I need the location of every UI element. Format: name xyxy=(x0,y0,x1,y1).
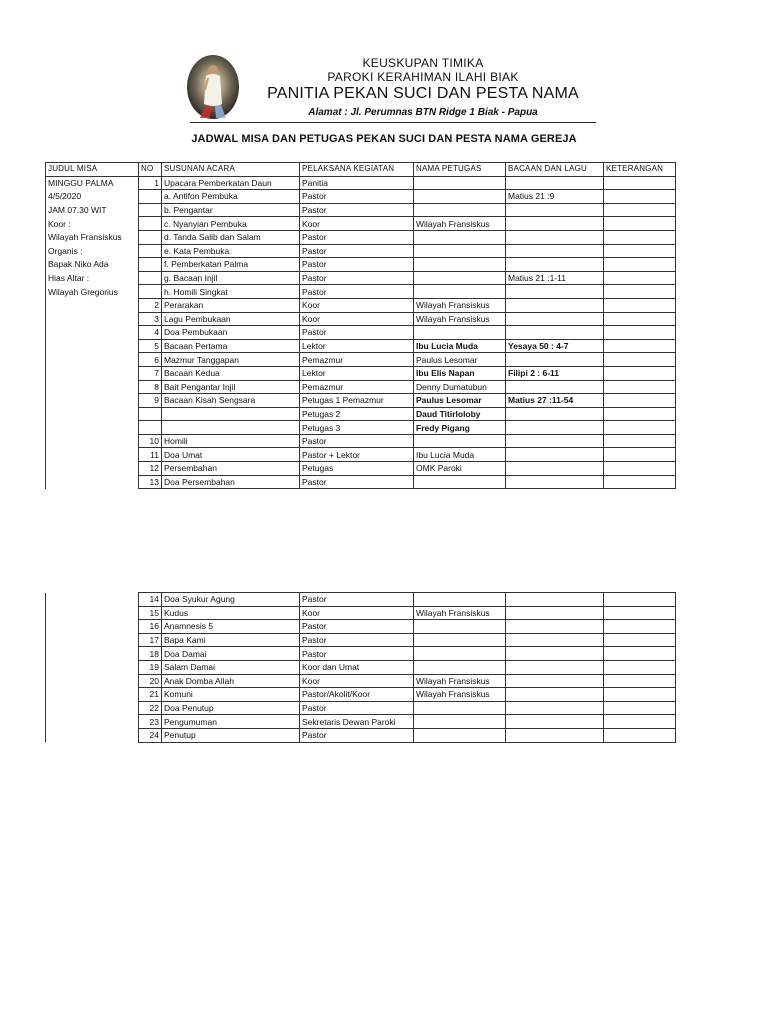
misa-info-cell xyxy=(46,620,139,634)
row-keterangan xyxy=(604,312,676,326)
row-petugas xyxy=(414,203,506,217)
row-petugas xyxy=(414,660,506,674)
row-acara: Pengumuman xyxy=(162,715,300,729)
row-keterangan xyxy=(604,298,676,312)
table-row xyxy=(46,203,676,217)
row-petugas: Daud Titirloloby xyxy=(414,407,506,421)
row-acara: Bacaan Pertama xyxy=(162,339,300,353)
row-bacaan xyxy=(506,244,604,258)
row-pelaksana: Pastor xyxy=(300,244,414,258)
row-number: 14 xyxy=(139,593,162,607)
misa-info-cell: 4/5/2020 xyxy=(46,190,139,204)
table-row xyxy=(46,366,676,380)
row-pelaksana: Pastor xyxy=(300,701,414,715)
table-row xyxy=(46,258,676,272)
misa-info-cell: JAM 07.30 WIT xyxy=(46,203,139,217)
row-acara: e. Kata Pembuka xyxy=(162,244,300,258)
header-keterangan: KETERANGAN xyxy=(604,163,676,177)
table-row xyxy=(46,353,676,367)
row-keterangan xyxy=(604,244,676,258)
table-row xyxy=(46,285,676,299)
row-pelaksana: Koor xyxy=(300,298,414,312)
address: Alamat : Jl. Perumnas BTN Ridge 1 Biak - Papua xyxy=(308,107,538,118)
table-row xyxy=(46,298,676,312)
misa-info-cell xyxy=(46,475,139,489)
diocese-name: KEUSKUPAN TIMIKA xyxy=(362,56,484,70)
row-keterangan xyxy=(604,475,676,489)
row-acara: Anak Domba Allah xyxy=(162,674,300,688)
row-acara: d. Tanda Salib dan Salam xyxy=(162,230,300,244)
row-number xyxy=(139,258,162,272)
row-bacaan xyxy=(506,633,604,647)
letterhead-divider xyxy=(190,122,596,123)
row-pelaksana: Koor xyxy=(300,312,414,326)
row-pelaksana: Pastor + Lektor xyxy=(300,448,414,462)
row-number: 6 xyxy=(139,353,162,367)
row-bacaan xyxy=(506,715,604,729)
table-row xyxy=(46,434,676,448)
row-acara: Kudus xyxy=(162,606,300,620)
row-number: 22 xyxy=(139,701,162,715)
row-acara: Doa Penutup xyxy=(162,701,300,715)
row-acara: Salam Damai xyxy=(162,660,300,674)
header-pelaksana: PELAKSANA KEGIATAN xyxy=(300,163,414,177)
row-pelaksana: Panitia xyxy=(300,176,414,190)
misa-info-cell: Hias Altar : xyxy=(46,271,139,285)
row-number: 1 xyxy=(139,176,162,190)
row-number: 15 xyxy=(139,606,162,620)
letterhead-text xyxy=(248,56,598,120)
row-bacaan xyxy=(506,298,604,312)
row-pelaksana: Lektor xyxy=(300,339,414,353)
row-pelaksana: Sekretaris Dewan Paroki xyxy=(300,715,414,729)
row-keterangan xyxy=(604,715,676,729)
misa-info-cell xyxy=(46,407,139,421)
row-pelaksana: Pastor/Akolit/Koor xyxy=(300,688,414,702)
misa-info-cell xyxy=(46,633,139,647)
table-row xyxy=(46,326,676,340)
row-number xyxy=(139,285,162,299)
row-number: 17 xyxy=(139,633,162,647)
row-bacaan xyxy=(506,448,604,462)
row-keterangan xyxy=(604,407,676,421)
row-pelaksana: Pastor xyxy=(300,258,414,272)
row-bacaan xyxy=(506,380,604,394)
table-row xyxy=(46,647,676,661)
row-number xyxy=(139,230,162,244)
row-pelaksana: Pemazmur xyxy=(300,380,414,394)
row-keterangan xyxy=(604,674,676,688)
table-row xyxy=(46,244,676,258)
row-acara: Doa Pembukaan xyxy=(162,326,300,340)
row-petugas: Ibu Lucia Muda xyxy=(414,339,506,353)
table-row xyxy=(46,176,676,190)
row-acara: Bacaan Kisah Sengsara xyxy=(162,394,300,408)
table-row xyxy=(46,593,676,607)
table-row xyxy=(46,606,676,620)
row-number xyxy=(139,190,162,204)
row-number xyxy=(139,421,162,435)
row-pelaksana: Pastor xyxy=(300,434,414,448)
row-pelaksana: Petugas 3 xyxy=(300,421,414,435)
header-judul-misa: JUDUL MISA xyxy=(46,163,139,177)
row-bacaan xyxy=(506,620,604,634)
row-acara: Doa Damai xyxy=(162,647,300,661)
row-acara: Upacara Pemberkatan Daun xyxy=(162,176,300,190)
misa-info-cell xyxy=(46,434,139,448)
row-acara: b. Pengantar xyxy=(162,203,300,217)
row-acara xyxy=(162,421,300,435)
misa-info-cell xyxy=(46,339,139,353)
table-row xyxy=(46,448,676,462)
row-bacaan xyxy=(506,312,604,326)
header-susunan-acara: SUSUNAN ACARA xyxy=(162,163,300,177)
row-acara: Mazmur Tanggapan xyxy=(162,353,300,367)
row-number: 11 xyxy=(139,448,162,462)
row-pelaksana: Koor xyxy=(300,674,414,688)
row-petugas: Fredy Pigang xyxy=(414,421,506,435)
row-bacaan xyxy=(506,475,604,489)
row-petugas: Paulus Lesomar xyxy=(414,394,506,408)
row-keterangan xyxy=(604,394,676,408)
row-bacaan xyxy=(506,701,604,715)
row-petugas: Wilayah Fransiskus xyxy=(414,217,506,231)
row-keterangan xyxy=(604,647,676,661)
misa-info-cell: Bapak Niko Ada xyxy=(46,258,139,272)
row-number: 8 xyxy=(139,380,162,394)
row-acara: Penutup xyxy=(162,728,300,742)
row-number: 16 xyxy=(139,620,162,634)
misa-info-cell xyxy=(46,593,139,607)
row-acara: Doa Persembahan xyxy=(162,475,300,489)
row-petugas xyxy=(414,434,506,448)
row-number: 9 xyxy=(139,394,162,408)
row-pelaksana: Koor dan Umat xyxy=(300,660,414,674)
row-keterangan xyxy=(604,230,676,244)
row-bacaan: Yesaya 50 : 4-7 xyxy=(506,339,604,353)
row-number: 10 xyxy=(139,434,162,448)
row-keterangan xyxy=(604,701,676,715)
row-petugas xyxy=(414,475,506,489)
row-bacaan: Matius 21 :1-11 xyxy=(506,271,604,285)
row-bacaan xyxy=(506,407,604,421)
row-keterangan xyxy=(604,190,676,204)
misa-info-cell: Wilayah Gregorius xyxy=(46,285,139,299)
row-keterangan xyxy=(604,366,676,380)
row-keterangan xyxy=(604,217,676,231)
row-keterangan xyxy=(604,353,676,367)
table-row xyxy=(46,633,676,647)
row-petugas xyxy=(414,620,506,634)
row-acara: Anamnesis 5 xyxy=(162,620,300,634)
row-acara: Bait Pengantar Injil xyxy=(162,380,300,394)
row-pelaksana: Pastor xyxy=(300,203,414,217)
misa-info-cell xyxy=(46,728,139,742)
row-keterangan xyxy=(604,380,676,394)
misa-info-cell xyxy=(46,312,139,326)
row-petugas: Wilayah Fransiskus xyxy=(414,606,506,620)
row-keterangan xyxy=(604,258,676,272)
row-acara: Perarakan xyxy=(162,298,300,312)
row-keterangan xyxy=(604,271,676,285)
table-row xyxy=(46,312,676,326)
row-number: 3 xyxy=(139,312,162,326)
row-pelaksana: Pemazmur xyxy=(300,353,414,367)
table-row xyxy=(46,421,676,435)
row-keterangan xyxy=(604,462,676,476)
row-petugas: Ibu Lucia Muda xyxy=(414,448,506,462)
misa-info-cell xyxy=(46,421,139,435)
row-bacaan xyxy=(506,728,604,742)
row-pelaksana: Petugas 2 xyxy=(300,407,414,421)
row-keterangan xyxy=(604,421,676,435)
misa-info-cell xyxy=(46,394,139,408)
row-pelaksana: Petugas 1 Pemazmur xyxy=(300,394,414,408)
row-number: 12 xyxy=(139,462,162,476)
misa-info-cell xyxy=(46,715,139,729)
row-petugas: Paulus Lesomar xyxy=(414,353,506,367)
row-bacaan: Matius 27 :11-54 xyxy=(506,394,604,408)
parish-name: PAROKI KERAHIMAN ILAHI BIAK xyxy=(327,70,519,84)
row-number: 21 xyxy=(139,688,162,702)
row-keterangan xyxy=(604,326,676,340)
row-bacaan: Filipi 2 : 6-11 xyxy=(506,366,604,380)
table-row xyxy=(46,728,676,742)
row-keterangan xyxy=(604,688,676,702)
row-number: 23 xyxy=(139,715,162,729)
table-row xyxy=(46,475,676,489)
row-petugas: Wilayah Fransiskus xyxy=(414,312,506,326)
row-petugas xyxy=(414,190,506,204)
row-bacaan xyxy=(506,326,604,340)
row-number xyxy=(139,407,162,421)
row-petugas: Wilayah Fransiskus xyxy=(414,674,506,688)
row-pelaksana: Petugas xyxy=(300,462,414,476)
row-acara: g. Bacaan Injil xyxy=(162,271,300,285)
misa-info-cell xyxy=(46,660,139,674)
misa-info-cell: MINGGU PALMA xyxy=(46,176,139,190)
row-pelaksana: Pastor xyxy=(300,475,414,489)
row-bacaan xyxy=(506,647,604,661)
row-pelaksana: Pastor xyxy=(300,326,414,340)
row-acara: Doa Umat xyxy=(162,448,300,462)
row-number: 2 xyxy=(139,298,162,312)
document-title: JADWAL MISA DAN PETUGAS PEKAN SUCI DAN PESTA NAMA GEREJA xyxy=(191,133,577,145)
row-petugas xyxy=(414,244,506,258)
row-pelaksana: Pastor xyxy=(300,728,414,742)
row-petugas: Denny Dumatubun xyxy=(414,380,506,394)
table-row xyxy=(46,217,676,231)
misa-info-cell xyxy=(46,366,139,380)
row-acara: Komuni xyxy=(162,688,300,702)
misa-info-cell xyxy=(46,701,139,715)
table-row xyxy=(46,271,676,285)
row-pelaksana: Lektor xyxy=(300,366,414,380)
table-row xyxy=(46,190,676,204)
row-pelaksana: Pastor xyxy=(300,271,414,285)
row-number: 19 xyxy=(139,660,162,674)
row-petugas xyxy=(414,633,506,647)
header-bacaan-lagu: BACAAN DAN LAGU xyxy=(506,163,604,177)
misa-info-cell xyxy=(46,647,139,661)
row-petugas xyxy=(414,271,506,285)
row-bacaan: Matius 21 :9 xyxy=(506,190,604,204)
row-acara: Homili xyxy=(162,434,300,448)
table-row xyxy=(46,660,676,674)
row-bacaan xyxy=(506,285,604,299)
row-acara: f. Pemberkatan Palma xyxy=(162,258,300,272)
row-acara: a. Antifon Pembuka xyxy=(162,190,300,204)
row-bacaan xyxy=(506,258,604,272)
row-pelaksana: Pastor xyxy=(300,285,414,299)
table-row xyxy=(46,339,676,353)
row-petugas xyxy=(414,176,506,190)
header-no: NO xyxy=(139,163,162,177)
misa-info-cell: Wilayah Fransiskus xyxy=(46,230,139,244)
row-keterangan xyxy=(604,448,676,462)
row-petugas: Ibu Elis Napan xyxy=(414,366,506,380)
row-bacaan xyxy=(506,230,604,244)
misa-info-cell xyxy=(46,353,139,367)
row-keterangan xyxy=(604,176,676,190)
row-petugas xyxy=(414,326,506,340)
row-keterangan xyxy=(604,203,676,217)
misa-info-cell xyxy=(46,448,139,462)
row-bacaan xyxy=(506,606,604,620)
table-row xyxy=(46,407,676,421)
row-number: 5 xyxy=(139,339,162,353)
row-petugas: Wilayah Fransiskus xyxy=(414,298,506,312)
row-acara: Bapa Kami xyxy=(162,633,300,647)
row-number xyxy=(139,244,162,258)
row-petugas xyxy=(414,593,506,607)
row-number: 7 xyxy=(139,366,162,380)
row-petugas xyxy=(414,258,506,272)
row-bacaan xyxy=(506,674,604,688)
row-bacaan xyxy=(506,688,604,702)
row-acara: Lagu Pembukaan xyxy=(162,312,300,326)
row-acara: c. Nyanyian Pembuka xyxy=(162,217,300,231)
row-keterangan xyxy=(604,728,676,742)
row-keterangan xyxy=(604,434,676,448)
row-bacaan xyxy=(506,353,604,367)
row-keterangan xyxy=(604,633,676,647)
misa-info-cell xyxy=(46,462,139,476)
table-row xyxy=(46,230,676,244)
row-acara xyxy=(162,407,300,421)
row-keterangan xyxy=(604,285,676,299)
misa-info-cell xyxy=(46,606,139,620)
row-petugas xyxy=(414,728,506,742)
misa-info-cell xyxy=(46,326,139,340)
row-number: 18 xyxy=(139,647,162,661)
table-row xyxy=(46,394,676,408)
row-bacaan xyxy=(506,217,604,231)
row-number: 13 xyxy=(139,475,162,489)
table-row xyxy=(46,674,676,688)
schedule-table-part-2 xyxy=(45,592,676,743)
row-petugas: Wilayah Fransiskus xyxy=(414,688,506,702)
table-row xyxy=(46,701,676,715)
row-pelaksana: Pastor xyxy=(300,593,414,607)
header-nama-petugas: NAMA PETUGAS xyxy=(414,163,506,177)
row-bacaan xyxy=(506,434,604,448)
row-keterangan xyxy=(604,339,676,353)
committee-name: PANITIA PEKAN SUCI DAN PESTA NAMA xyxy=(267,85,579,102)
table-row xyxy=(46,688,676,702)
row-bacaan xyxy=(506,421,604,435)
divine-mercy-image xyxy=(186,54,240,120)
row-pelaksana: Pastor xyxy=(300,620,414,634)
row-pelaksana: Koor xyxy=(300,606,414,620)
row-petugas xyxy=(414,715,506,729)
table-row xyxy=(46,715,676,729)
misa-info-cell xyxy=(46,688,139,702)
row-number xyxy=(139,271,162,285)
misa-info-cell: Koor : xyxy=(46,217,139,231)
row-petugas xyxy=(414,647,506,661)
row-number xyxy=(139,203,162,217)
row-keterangan xyxy=(604,660,676,674)
row-bacaan xyxy=(506,203,604,217)
table-row xyxy=(46,380,676,394)
row-petugas xyxy=(414,230,506,244)
row-pelaksana: Pastor xyxy=(300,190,414,204)
row-pelaksana: Pastor xyxy=(300,230,414,244)
row-petugas xyxy=(414,285,506,299)
row-pelaksana: Pastor xyxy=(300,647,414,661)
row-petugas xyxy=(414,701,506,715)
row-bacaan xyxy=(506,660,604,674)
header-row xyxy=(46,163,676,177)
table-row xyxy=(46,620,676,634)
row-pelaksana: Pastor xyxy=(300,633,414,647)
row-keterangan xyxy=(604,606,676,620)
row-acara: Doa Syukur Agung xyxy=(162,593,300,607)
row-keterangan xyxy=(604,620,676,634)
row-pelaksana: Koor xyxy=(300,217,414,231)
row-number: 24 xyxy=(139,728,162,742)
table-row xyxy=(46,462,676,476)
letterhead xyxy=(186,52,598,122)
misa-info-cell: Organis : xyxy=(46,244,139,258)
row-number: 4 xyxy=(139,326,162,340)
row-bacaan xyxy=(506,593,604,607)
row-petugas: OMK Paroki xyxy=(414,462,506,476)
row-bacaan xyxy=(506,462,604,476)
row-acara: Persembahan xyxy=(162,462,300,476)
row-acara: h. Homili Singkat xyxy=(162,285,300,299)
misa-info-cell xyxy=(46,674,139,688)
row-acara: Bacaan Kedua xyxy=(162,366,300,380)
schedule-table-part-1 xyxy=(45,162,676,489)
row-number: 20 xyxy=(139,674,162,688)
misa-info-cell xyxy=(46,380,139,394)
row-bacaan xyxy=(506,176,604,190)
row-number xyxy=(139,217,162,231)
misa-info-cell xyxy=(46,298,139,312)
row-keterangan xyxy=(604,593,676,607)
